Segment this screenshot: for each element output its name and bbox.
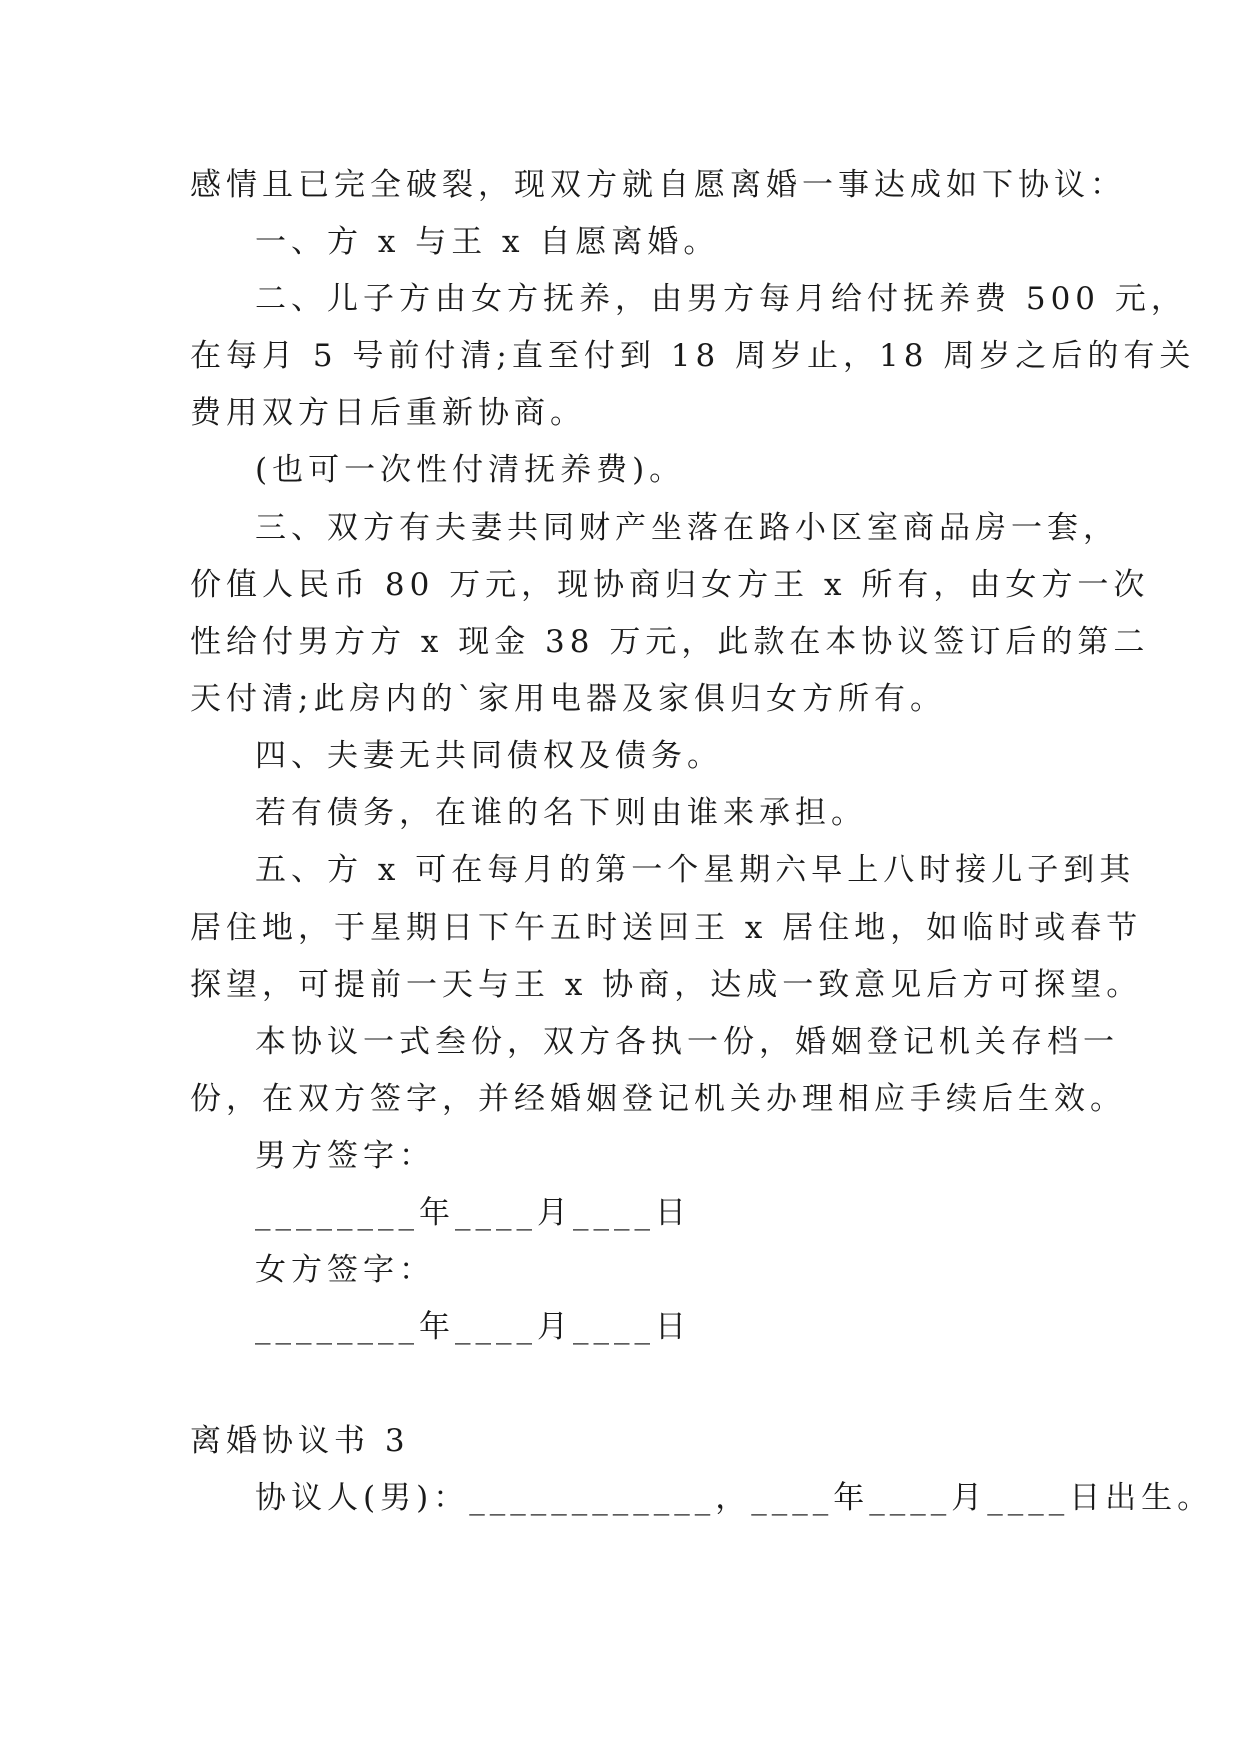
female-signature-label: 女方签字： (255, 1252, 435, 1288)
paragraph-line: 一、方 x 与王 x 自愿离婚。 (255, 224, 720, 260)
paragraph-line: 天付清;此房内的`家用电器及家俱归女方所有。 (190, 681, 946, 717)
paragraph-line: 费用双方日后重新协商。 (190, 395, 586, 431)
paragraph-line: 价值人民币 80 万元，现协商归女方王 x 所有，由女方一次 (190, 567, 1150, 603)
female-signature-date: ________年____月____日 (255, 1309, 691, 1345)
paragraph-line: 二、儿子方由女方抚养，由男方每月给付抚养费 500 元， (255, 281, 1187, 317)
paragraph-line: 本协议一式叁份，双方各执一份，婚姻登记机关存档一 (255, 1024, 1119, 1060)
paragraph-line: 五、方 x 可在每月的第一个星期六早上八时接儿子到其 (255, 852, 1136, 888)
male-signature-label: 男方签字： (255, 1138, 435, 1174)
male-signature-date: ________年____月____日 (255, 1195, 691, 1231)
paragraph-line: 若有债务，在谁的名下则由谁来承担。 (255, 795, 867, 831)
section-title: 离婚协议书 3 (190, 1423, 410, 1459)
paragraph-line: 探望，可提前一天与王 x 协商，达成一致意见后方可探望。 (190, 967, 1143, 1003)
paragraph-line: (也可一次性付清抚养费)。 (255, 452, 686, 488)
paragraph-line: 感情且已完全破裂，现双方就自愿离婚一事达成如下协议： (190, 167, 1126, 203)
paragraph-line: 居住地，于星期日下午五时送回王 x 居住地，如临时或春节 (190, 910, 1143, 946)
paragraph-line: 在每月 5 号前付清;直至付到 18 周岁止，18 周岁之后的有关 (190, 338, 1196, 374)
paragraph-line: 四、夫妻无共同债权及债务。 (255, 738, 723, 774)
party-male-line: 协议人(男)：____________，____年____月____日出生。 (255, 1480, 1214, 1516)
paragraph-line: 份，在双方签字，并经婚姻登记机关办理相应手续后生效。 (190, 1081, 1126, 1117)
paragraph-line: 性给付男方方 x 现金 38 万元，此款在本协议签订后的第二 (190, 624, 1150, 660)
paragraph-line: 三、双方有夫妻共同财产坐落在路小区室商品房一套， (255, 510, 1119, 546)
